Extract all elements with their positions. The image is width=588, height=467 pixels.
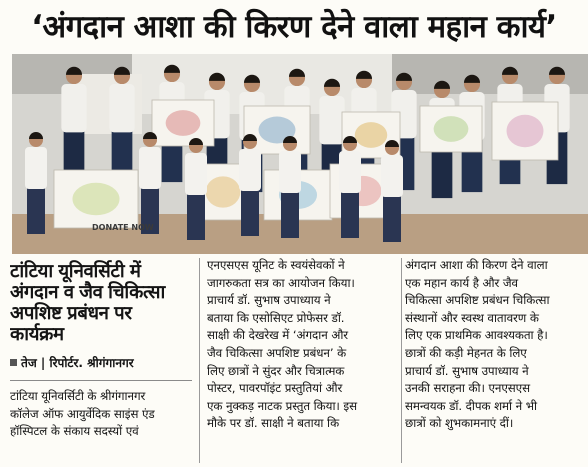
article-body-col2 bbox=[207, 257, 397, 433]
column-rule-1 bbox=[199, 258, 200, 463]
body-line: छात्रों को शुभकामनाएं दीं। bbox=[405, 416, 514, 431]
body-line: एक नुक्कड़ नाटक प्रस्तुत किया। इस bbox=[207, 398, 357, 413]
article-column-3 bbox=[405, 257, 585, 467]
poster-drawing bbox=[72, 183, 119, 215]
body-line: जैव चिकित्सा अपशिष्ट प्रबंधन’ के bbox=[207, 345, 347, 360]
article-body-col3 bbox=[405, 257, 585, 433]
headline: ‘अंगदान आशा की किरण देने वाला महान कार्य’ bbox=[31, 9, 557, 45]
body-line: टांटिया यूनिवर्सिटी के श्रीगंगानगर bbox=[10, 389, 146, 403]
subhead-line: अंगदान व जैव चिकित्सा bbox=[10, 282, 166, 303]
poster-drawing bbox=[507, 115, 544, 147]
news-photo bbox=[12, 54, 588, 254]
body-line: उनकी सराहना की। एनएसएस bbox=[405, 381, 530, 396]
body-line: एनएसएस यूनिट के स्वयंसेवकों ने bbox=[207, 258, 345, 272]
body-line: कॉलेज ऑफ आयुर्वेदिक साइंस एंड bbox=[10, 406, 155, 421]
body-line: हॉस्पिटल के संकाय सदस्यों एवं bbox=[10, 424, 139, 439]
poster-drawing bbox=[434, 116, 469, 142]
person-figure bbox=[25, 132, 47, 234]
body-line: लिए छात्रों ने सुंदर और चित्रात्मक bbox=[207, 363, 345, 378]
subhead-line: अपशिष्ट प्रबंधन पर bbox=[10, 303, 132, 324]
person-figure bbox=[339, 136, 361, 238]
subhead-line: टांटिया यूनिवर्सिटी में bbox=[10, 261, 141, 282]
poster-drawing bbox=[206, 176, 241, 207]
person-figure bbox=[185, 138, 207, 240]
body-line: समन्वयक डॉ. दीपक शर्मा ने भी bbox=[405, 398, 537, 413]
body-line: मौके पर डॉ. साक्षी ने बताया कि bbox=[207, 416, 340, 431]
body-line: चिकित्सा अपशिष्ट प्रबंधन चिकित्सा bbox=[405, 293, 550, 308]
body-line: प्राचार्य डॉ. सुभाष उपाध्याय ने bbox=[207, 293, 331, 308]
body-line: संस्थानों और स्वस्थ वातावरण के bbox=[405, 310, 539, 325]
body-line: छात्रों की कड़ी मेहनत के लिए bbox=[405, 345, 527, 360]
article-body-col1 bbox=[10, 388, 192, 441]
person-figure bbox=[109, 67, 134, 184]
donate-banner-text: DONATE NOW bbox=[92, 223, 154, 232]
article-column-2 bbox=[207, 257, 397, 467]
person-figure bbox=[61, 67, 86, 184]
byline-square-icon bbox=[10, 359, 17, 366]
body-line: बताया कि एसोसिएट प्रोफेसर डॉ. bbox=[207, 310, 345, 325]
body-line: साक्षी की देखरेख में ‘अंगदान और bbox=[207, 328, 349, 343]
column-rule-2 bbox=[401, 258, 402, 463]
person-figure bbox=[239, 134, 261, 236]
person-figure bbox=[139, 132, 161, 234]
person-figure bbox=[279, 136, 301, 238]
byline-divider bbox=[10, 380, 192, 381]
body-line: एक महान कार्य है और जैव bbox=[405, 275, 518, 290]
body-line: लिए एक प्राथमिक आवश्यकता है। bbox=[405, 328, 548, 343]
body-line: अंगदान आशा की किरण देने वाला bbox=[405, 258, 548, 272]
byline-text: तेज | रिपोर्टर. श्रीगंगानगर bbox=[21, 356, 134, 370]
poster-drawing bbox=[166, 110, 201, 136]
person-figure bbox=[381, 140, 403, 242]
byline bbox=[10, 354, 192, 371]
article-column-1 bbox=[10, 257, 192, 467]
poster-drawing bbox=[355, 122, 387, 148]
subhead-line: कार्यक्रम bbox=[10, 324, 64, 345]
body-line: जागरुकता सत्र का आयोजन किया। bbox=[207, 275, 355, 290]
body-line: प्राचार्य डॉ. सुभाष उपाध्याय ने bbox=[405, 363, 529, 378]
body-line: पोस्टर, पावरपॉइंट प्रस्तुतियां और bbox=[207, 381, 343, 396]
article-subhead bbox=[10, 261, 192, 345]
